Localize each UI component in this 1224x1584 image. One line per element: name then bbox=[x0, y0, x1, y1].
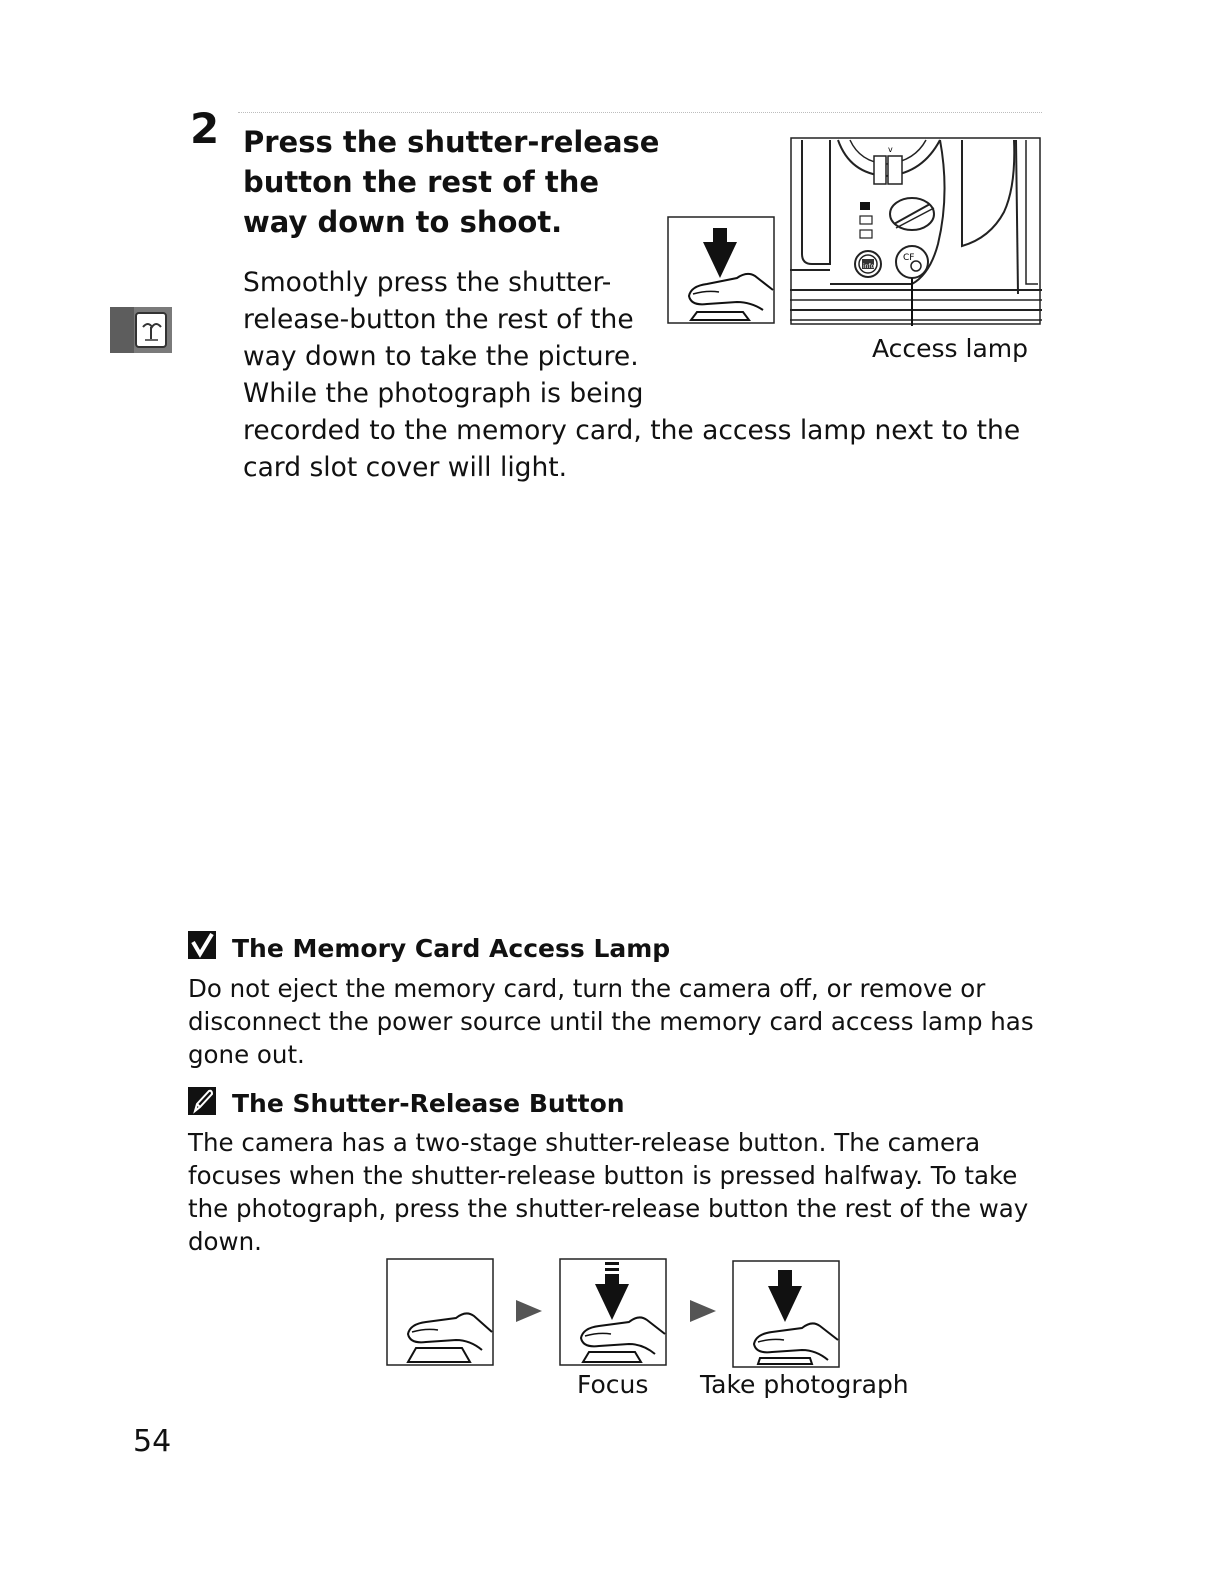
finger-rest-icon bbox=[386, 1258, 494, 1366]
note-pencil-icon bbox=[187, 1086, 217, 1116]
note-title-shutter-button: The Shutter-Release Button bbox=[232, 1089, 625, 1118]
slot-label: CF bbox=[903, 253, 915, 263]
step-text-wide: recorded to the memory card, the access lamp next to the card slot cover will light. bbox=[243, 415, 1021, 483]
step-title: Press the shutter-release button the rest of the way down to shoot. bbox=[243, 125, 660, 239]
note-title-memory-card: The Memory Card Access Lamp bbox=[232, 934, 671, 963]
svg-text:v: v bbox=[888, 145, 893, 154]
finger-full-press-icon bbox=[732, 1260, 840, 1368]
info-button-label: info bbox=[863, 263, 875, 270]
note-text-shutter-button: The camera has a two-stage shutter-release button. The camera focuses when the shutter-release button is pressed halfway. To take the photograph, press the shutter-release button the rest of the way down. bbox=[188, 1128, 1029, 1256]
section-tab-icon bbox=[110, 307, 172, 353]
caution-check-icon bbox=[187, 930, 217, 960]
camera-back-icon bbox=[790, 134, 1042, 326]
caption-focus: Focus bbox=[577, 1370, 649, 1399]
step-number: 2 bbox=[190, 104, 220, 153]
finger-halfway-icon bbox=[559, 1258, 667, 1366]
arrow-right-icon bbox=[688, 1298, 718, 1324]
access-lamp-callout: Access lamp bbox=[872, 334, 1029, 363]
arrow-right-icon bbox=[514, 1298, 544, 1324]
step-text-narrow: Smoothly press the shutter-release-button the rest of the way down to take the picture. While the photograph is being bbox=[243, 267, 644, 409]
caption-take-photograph: Take photograph bbox=[700, 1370, 909, 1399]
top-divider bbox=[238, 112, 1042, 113]
shutter-press-icon bbox=[667, 216, 775, 324]
note-text-memory-card: Do not eject the memory card, turn the camera off, or remove or disconnect the power source until the memory card access lamp has gone out. bbox=[188, 974, 1034, 1069]
page-number: 54 bbox=[133, 1424, 172, 1459]
